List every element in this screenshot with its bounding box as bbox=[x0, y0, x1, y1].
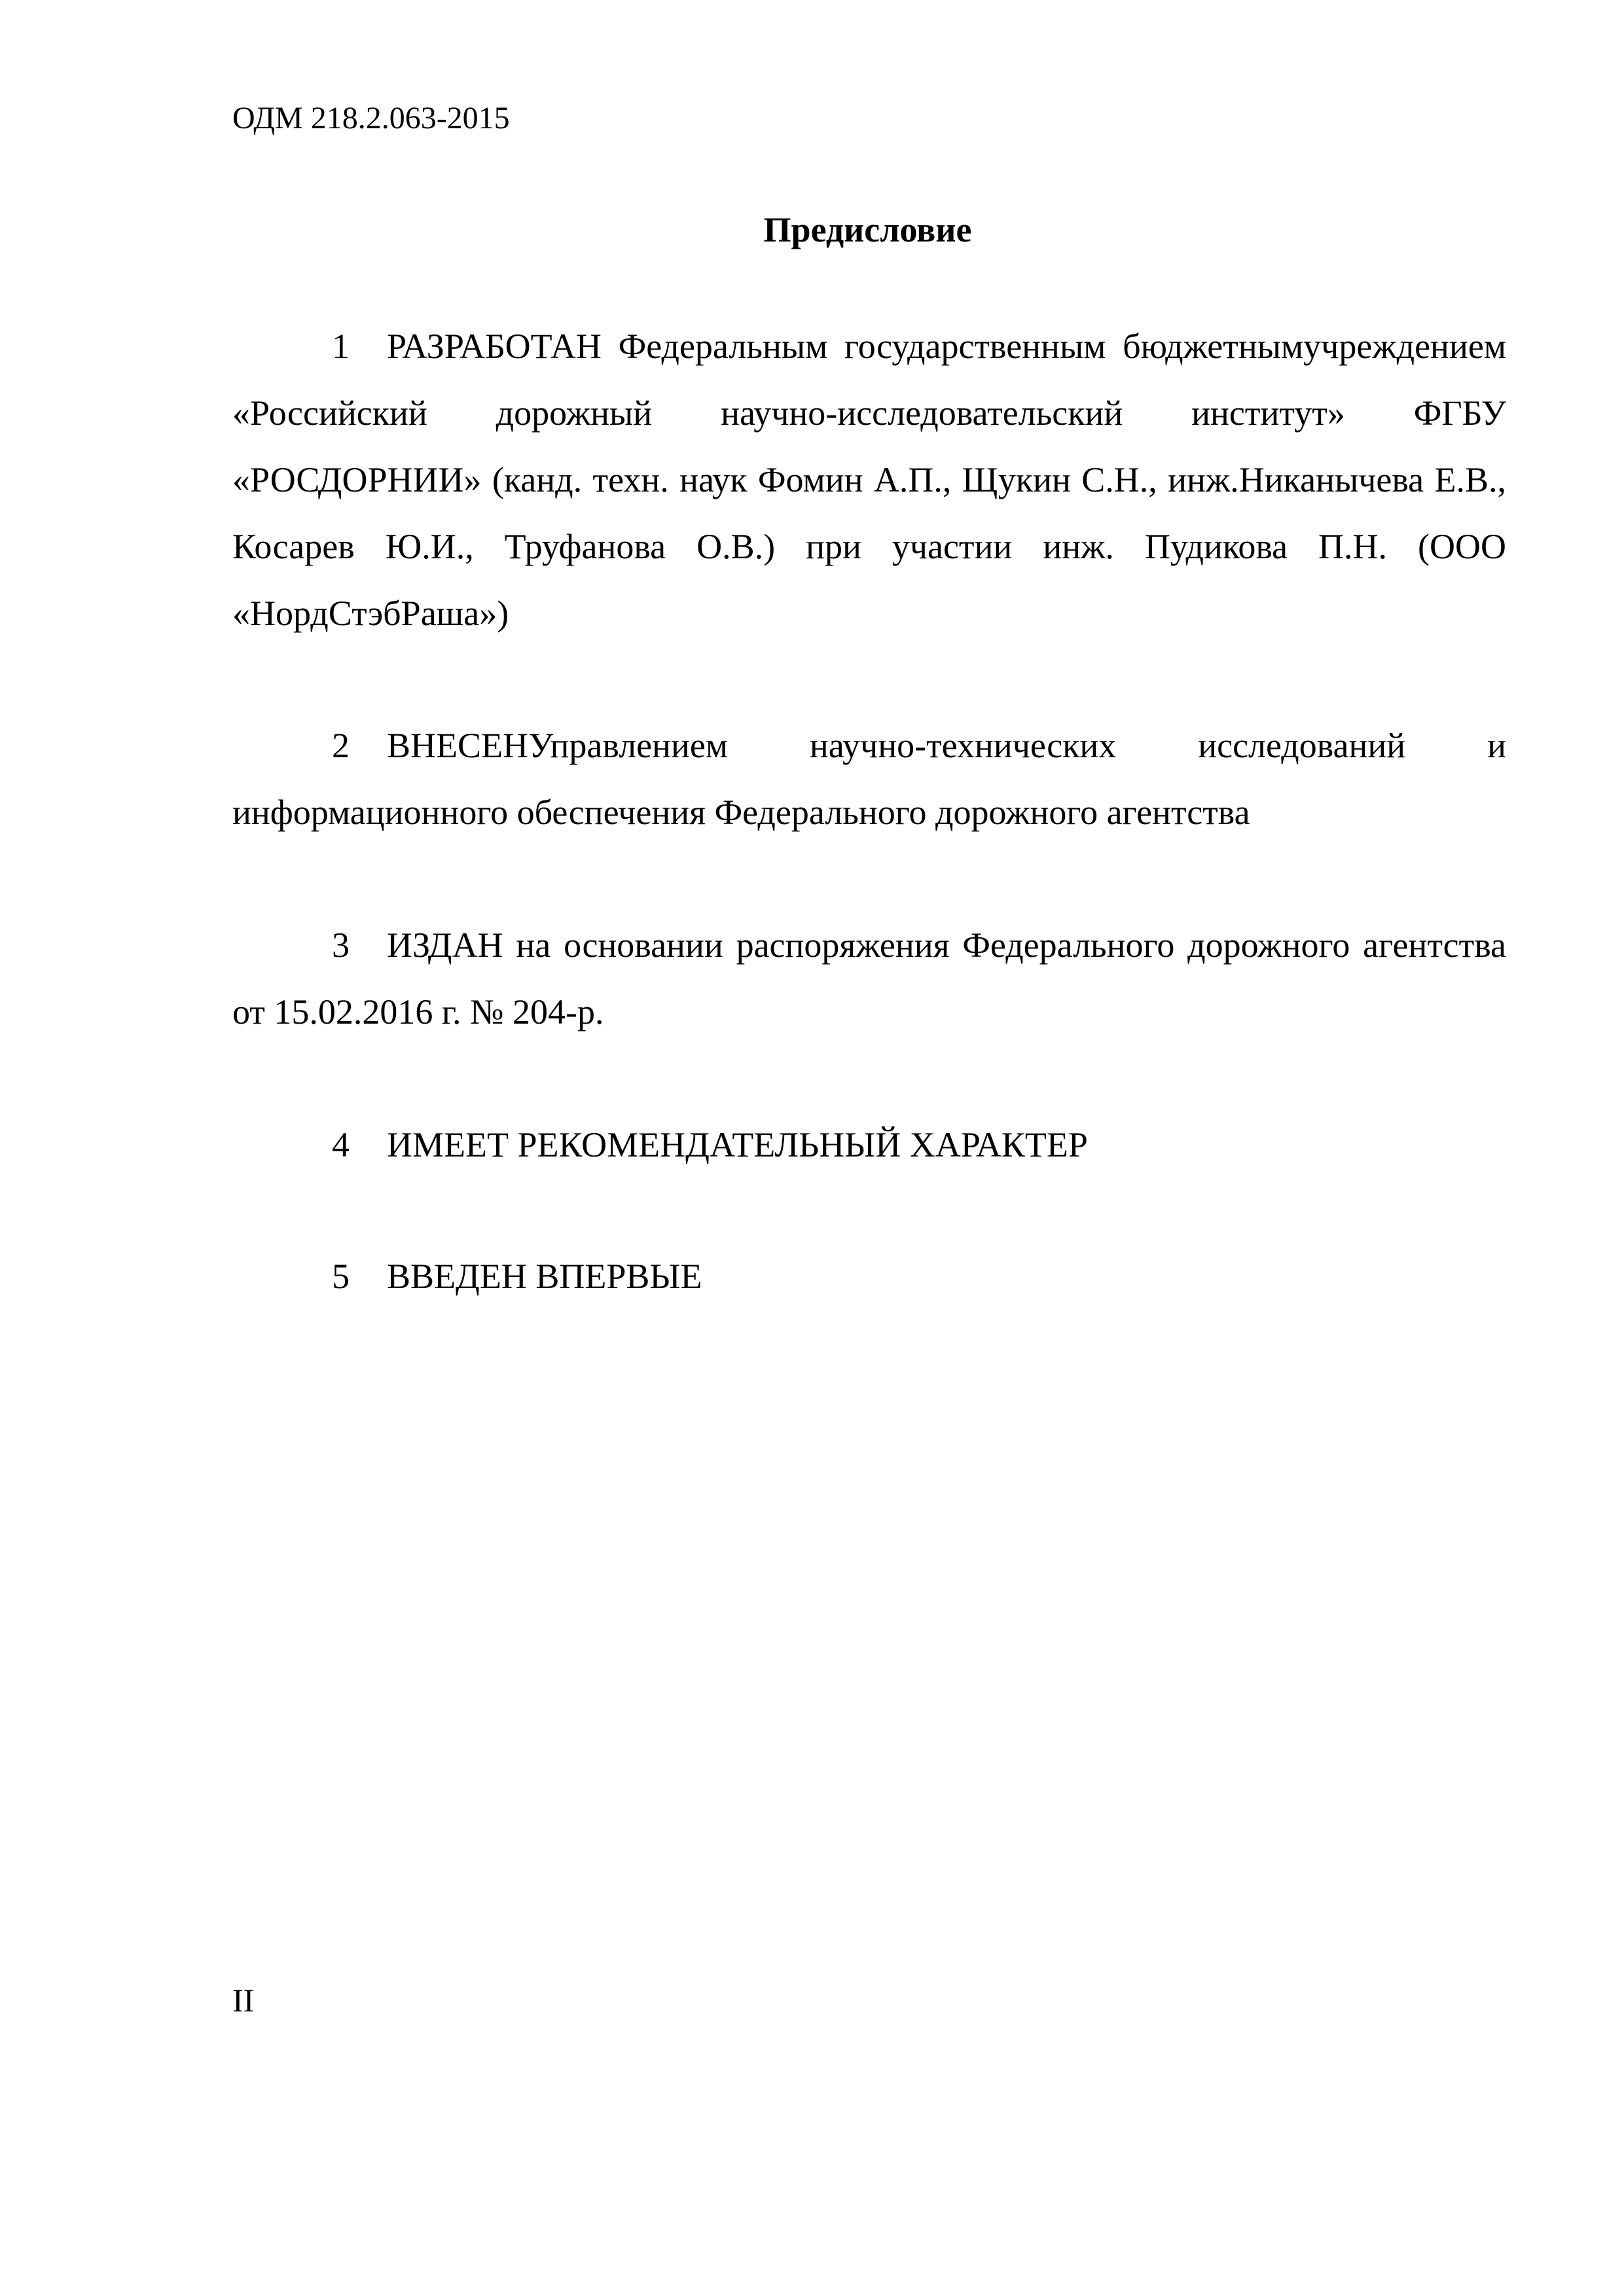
item-number: 1 bbox=[332, 327, 350, 366]
item-number: 4 bbox=[332, 1125, 350, 1164]
item-text: ИМЕЕТ РЕКОМЕНДАТЕЛЬНЫЙ ХАРАКТЕР bbox=[387, 1125, 1088, 1164]
item-text: ВВЕДЕН ВПЕРВЫЕ bbox=[387, 1257, 702, 1296]
page-title: Предисловие bbox=[763, 210, 972, 249]
document-code: ОДМ 218.2.063-2015 bbox=[232, 101, 510, 135]
page-number: II bbox=[232, 1982, 255, 2018]
foreword-item-5 bbox=[232, 1243, 1506, 1310]
item-text: РАЗРАБОТАН Федеральным государственным бюджетнымучреждением «Российский дорожный научно-исследовательский институт» ФГБУ «РОСДОРНИИ» (канд. техн. наук Фомин А.П., Щукин С.Н., инж.Никанычева Е.В., Косарев Ю.И., Труфанова О.В.) при участии инж. Пудикова П.Н. (ООО «НордСтэбРаша») bbox=[232, 327, 1506, 633]
item-number: 3 bbox=[332, 925, 350, 965]
foreword-item-1 bbox=[232, 313, 1506, 647]
item-text: ВНЕСЕНУправлением научно-технических исследований и информационного обеспечения Федерального дорожного агентства bbox=[232, 726, 1506, 832]
foreword-item-2 bbox=[232, 712, 1506, 846]
foreword-item-4 bbox=[232, 1111, 1506, 1178]
item-number: 2 bbox=[332, 726, 350, 765]
item-number: 5 bbox=[332, 1257, 350, 1296]
item-text: ИЗДАН на основании распоряжения Федерального дорожного агентства от 15.02.2016 г. № 204-р. bbox=[232, 925, 1506, 1031]
foreword-item-3 bbox=[232, 912, 1506, 1045]
